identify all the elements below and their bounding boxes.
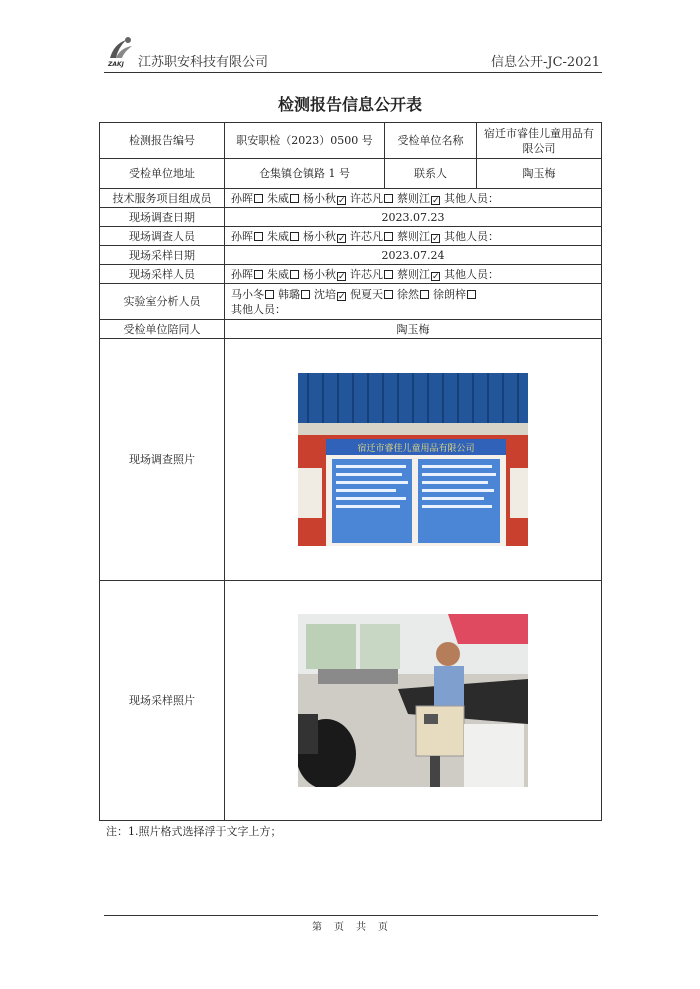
team-checklist: [225, 189, 602, 208]
sample-people-label: 现场采样人员: [100, 265, 225, 284]
staff-name: 韩璐: [278, 287, 300, 301]
contact-label: 联系人: [385, 159, 477, 189]
staff-name: 孙晖: [231, 229, 253, 243]
staff-name: 蔡则江: [397, 191, 430, 205]
company-name: 江苏职安科技有限公司: [138, 55, 269, 70]
logo-text: ZAKJ: [108, 61, 124, 68]
table-row: [100, 208, 602, 227]
staff-name: 孙晖: [231, 191, 253, 205]
table-row: [100, 284, 602, 320]
sample-date-value: 2023.07.24: [225, 246, 602, 265]
table-row: [100, 159, 602, 189]
sample-photo-label: 现场采样照片: [100, 581, 225, 821]
page-title: 检测报告信息公开表: [277, 95, 422, 114]
report-no-value: 职安职检（2023）0500 号: [225, 123, 385, 159]
unchecked-box-icon[interactable]: [384, 270, 393, 279]
lab-label: 实验室分析人员: [100, 284, 225, 320]
survey-checklist: [225, 227, 602, 246]
table-row: [100, 246, 602, 265]
unchecked-box-icon[interactable]: [420, 290, 429, 299]
table-row: [100, 339, 602, 581]
lab-checklist: [225, 284, 602, 320]
footer-page: 第: [312, 922, 322, 933]
unchecked-box-icon[interactable]: [290, 194, 299, 203]
report-no-label: 检测报告编号: [100, 123, 225, 159]
unchecked-box-icon[interactable]: [384, 194, 393, 203]
staff-name: 蔡则江: [397, 229, 430, 243]
unit-label: 受检单位名称: [385, 123, 477, 159]
others-label: 其他人员：: [444, 229, 499, 243]
addr-label: 受检单位地址: [100, 159, 225, 189]
checked-box-icon[interactable]: [431, 272, 440, 281]
team-label: 技术服务项目组成员: [100, 189, 225, 208]
table-row: [100, 265, 602, 284]
unchecked-box-icon[interactable]: [384, 290, 393, 299]
checked-box-icon[interactable]: [337, 234, 346, 243]
checked-box-icon[interactable]: [337, 272, 346, 281]
footer-ye: 页: [334, 922, 344, 933]
footer-ye2: 页: [378, 922, 388, 933]
staff-name: 沈培: [314, 287, 336, 301]
survey-date-label: 现场调查日期: [100, 208, 225, 227]
checked-box-icon[interactable]: [431, 234, 440, 243]
survey-people-label: 现场调查人员: [100, 227, 225, 246]
sample-checklist: [225, 265, 602, 284]
checked-box-icon[interactable]: [431, 196, 440, 205]
checked-box-icon[interactable]: [337, 196, 346, 205]
escort-value: 陶玉梅: [225, 320, 602, 339]
sign-title: 宿迁市睿佳儿童用品有限公司: [357, 444, 475, 454]
staff-name: 朱威: [267, 267, 289, 281]
document-id: 信息公开-JC-2021: [490, 55, 600, 70]
staff-name: 徐朗梓: [433, 287, 466, 301]
others-label: 其他人员：: [444, 191, 499, 205]
sample-photo: [298, 614, 528, 787]
lab-names: [231, 287, 598, 302]
staff-name: 杨小秋: [303, 267, 336, 281]
staff-name: 朱威: [267, 191, 289, 205]
staff-name: 朱威: [267, 229, 289, 243]
unchecked-box-icon[interactable]: [254, 194, 263, 203]
staff-name: 许芯凡: [350, 267, 383, 281]
footer-gong: 共: [356, 922, 366, 933]
page-header: [104, 34, 602, 73]
note-text: 注：1.照片格式选择浮于文字上方；: [106, 825, 282, 838]
staff-name: 杨小秋: [303, 191, 336, 205]
page-footer: [0, 918, 700, 933]
table-row: [100, 189, 602, 208]
footer-divider: [104, 915, 598, 916]
table-row: [100, 581, 602, 821]
survey-photo-label: 现场调查照片: [100, 339, 225, 581]
survey-photo-cell: [225, 339, 602, 581]
staff-name: 孙晖: [231, 267, 253, 281]
unchecked-box-icon[interactable]: [384, 232, 393, 241]
survey-photo: [298, 373, 528, 546]
unchecked-box-icon[interactable]: [301, 290, 310, 299]
staff-name: 徐然: [397, 287, 419, 301]
staff-name: 杨小秋: [303, 229, 336, 243]
survey-date-value: 2023.07.23: [225, 208, 602, 227]
checked-box-icon[interactable]: [337, 292, 346, 301]
escort-label: 受检单位陪同人: [100, 320, 225, 339]
staff-name: 许芯凡: [350, 191, 383, 205]
addr-value: 仓集镇仓镇路 1 号: [225, 159, 385, 189]
unchecked-box-icon[interactable]: [254, 270, 263, 279]
unit-value: 宿迁市睿佳儿童用品有限公司: [477, 123, 602, 159]
unchecked-box-icon[interactable]: [290, 232, 299, 241]
staff-name: 倪夏天: [350, 287, 383, 301]
others-label: 其他人员：: [444, 267, 499, 281]
sample-date-label: 现场采样日期: [100, 246, 225, 265]
lab-others: 其他人员：: [231, 302, 286, 316]
table-row: [100, 227, 602, 246]
sample-photo-cell: [225, 581, 602, 821]
info-table: [99, 122, 602, 821]
staff-name: 马小冬: [231, 287, 264, 301]
unchecked-box-icon[interactable]: [254, 232, 263, 241]
table-row: [100, 320, 602, 339]
staff-name: 许芯凡: [350, 229, 383, 243]
table-row: [100, 123, 602, 159]
unchecked-box-icon[interactable]: [467, 290, 476, 299]
unchecked-box-icon[interactable]: [265, 290, 274, 299]
staff-name: 蔡则江: [397, 267, 430, 281]
unchecked-box-icon[interactable]: [290, 270, 299, 279]
contact-value: 陶玉梅: [477, 159, 602, 189]
